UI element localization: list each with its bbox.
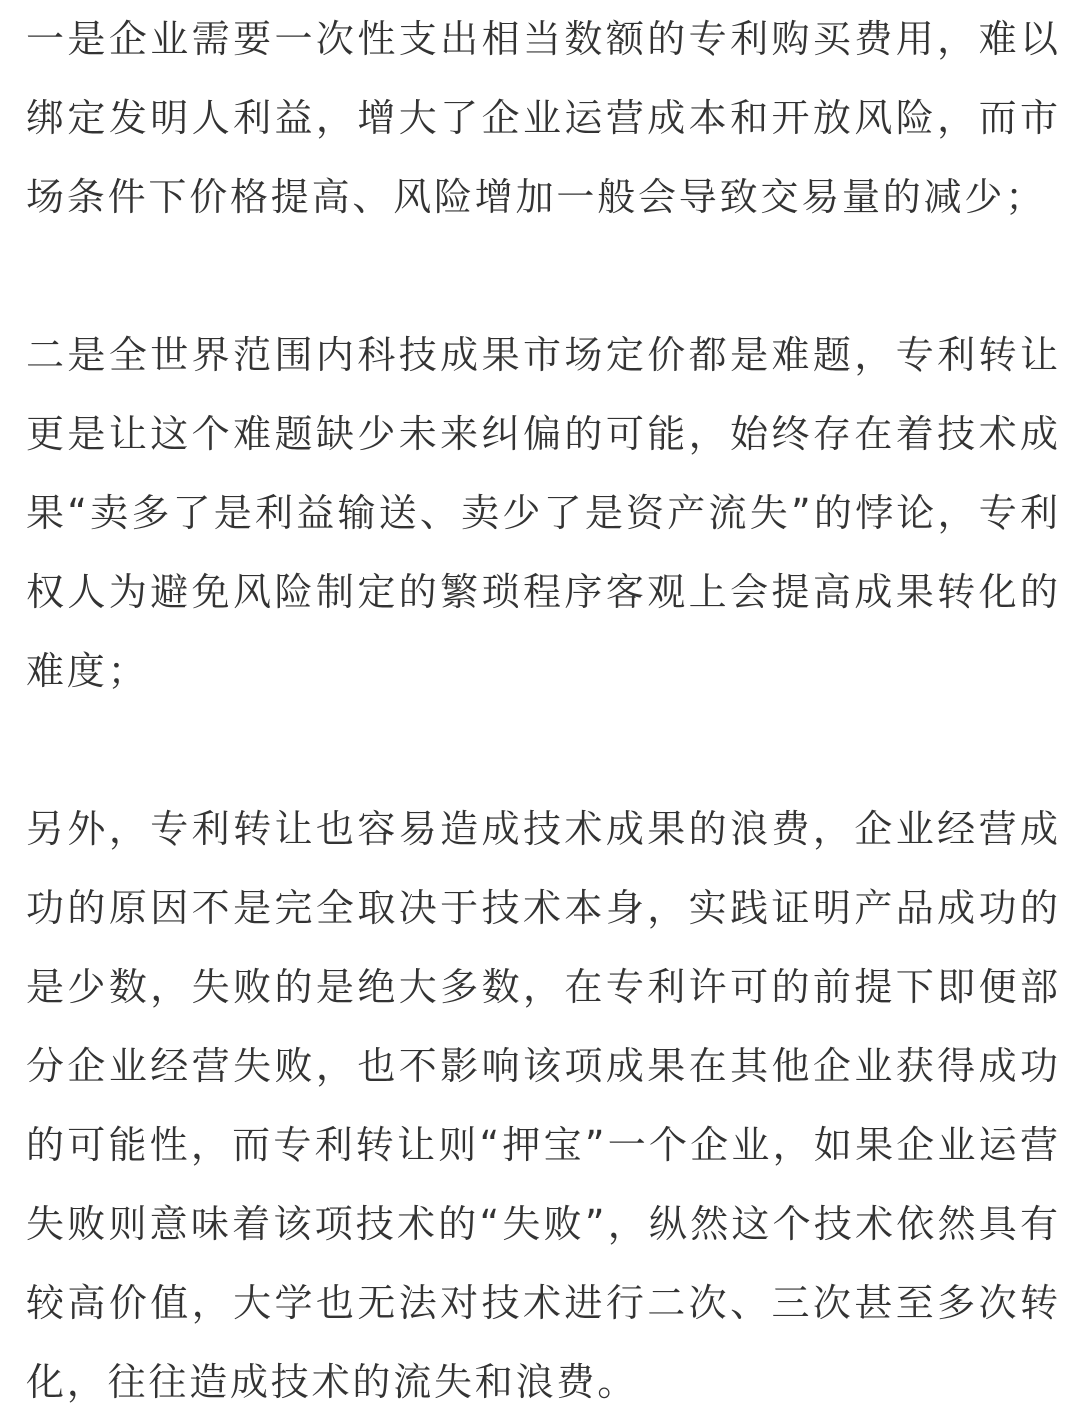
text-line: 果“卖多了是利益输送、卖少了是资产流失”的悖论，专利 [26,491,1058,535]
text-line: 另外，专利转让也容易造成技术成果的浪费，企业经营成 [26,807,1058,851]
paragraph-spacer [26,711,1058,790]
paragraph-2 [26,316,1058,711]
text-line: 一是企业需要一次性支出相当数额的专利购买费用，难以 [26,17,1058,61]
text-line: 难度； [26,649,149,693]
text-line: 化，往往造成技术的流失和浪费。 [26,1360,639,1404]
text-line: 二是全世界范围内科技成果市场定价都是难题，专利转让 [26,333,1058,377]
text-line: 是少数，失败的是绝大多数，在专利许可的前提下即便部 [26,965,1058,1009]
text-line: 功的原因不是完全取决于技术本身，实践证明产品成功的 [26,886,1058,930]
text-line: 较高价值，大学也无法对技术进行二次、三次甚至多次转 [26,1281,1058,1325]
text-line: 更是让这个难题缺少未来纠偏的可能，始终存在着技术成 [26,412,1058,456]
paragraph-spacer [26,237,1058,316]
paragraph-3 [26,790,1058,1422]
text-line: 场条件下价格提高、风险增加一般会导致交易量的减少； [26,175,1047,219]
article-body [26,0,1058,1422]
text-line: 权人为避免风险制定的繁琐程序客观上会提高成果转化的 [26,570,1058,614]
text-line: 绑定发明人利益，增大了企业运营成本和开放风险，而市 [26,96,1058,140]
text-line: 失败则意味着该项技术的“失败”，纵然这个技术依然具有 [26,1202,1058,1246]
text-line: 的可能性，而专利转让则“押宝”一个企业，如果企业运营 [26,1123,1058,1167]
paragraph-1 [26,0,1058,237]
text-line: 分企业经营失败，也不影响该项成果在其他企业获得成功 [26,1044,1058,1088]
